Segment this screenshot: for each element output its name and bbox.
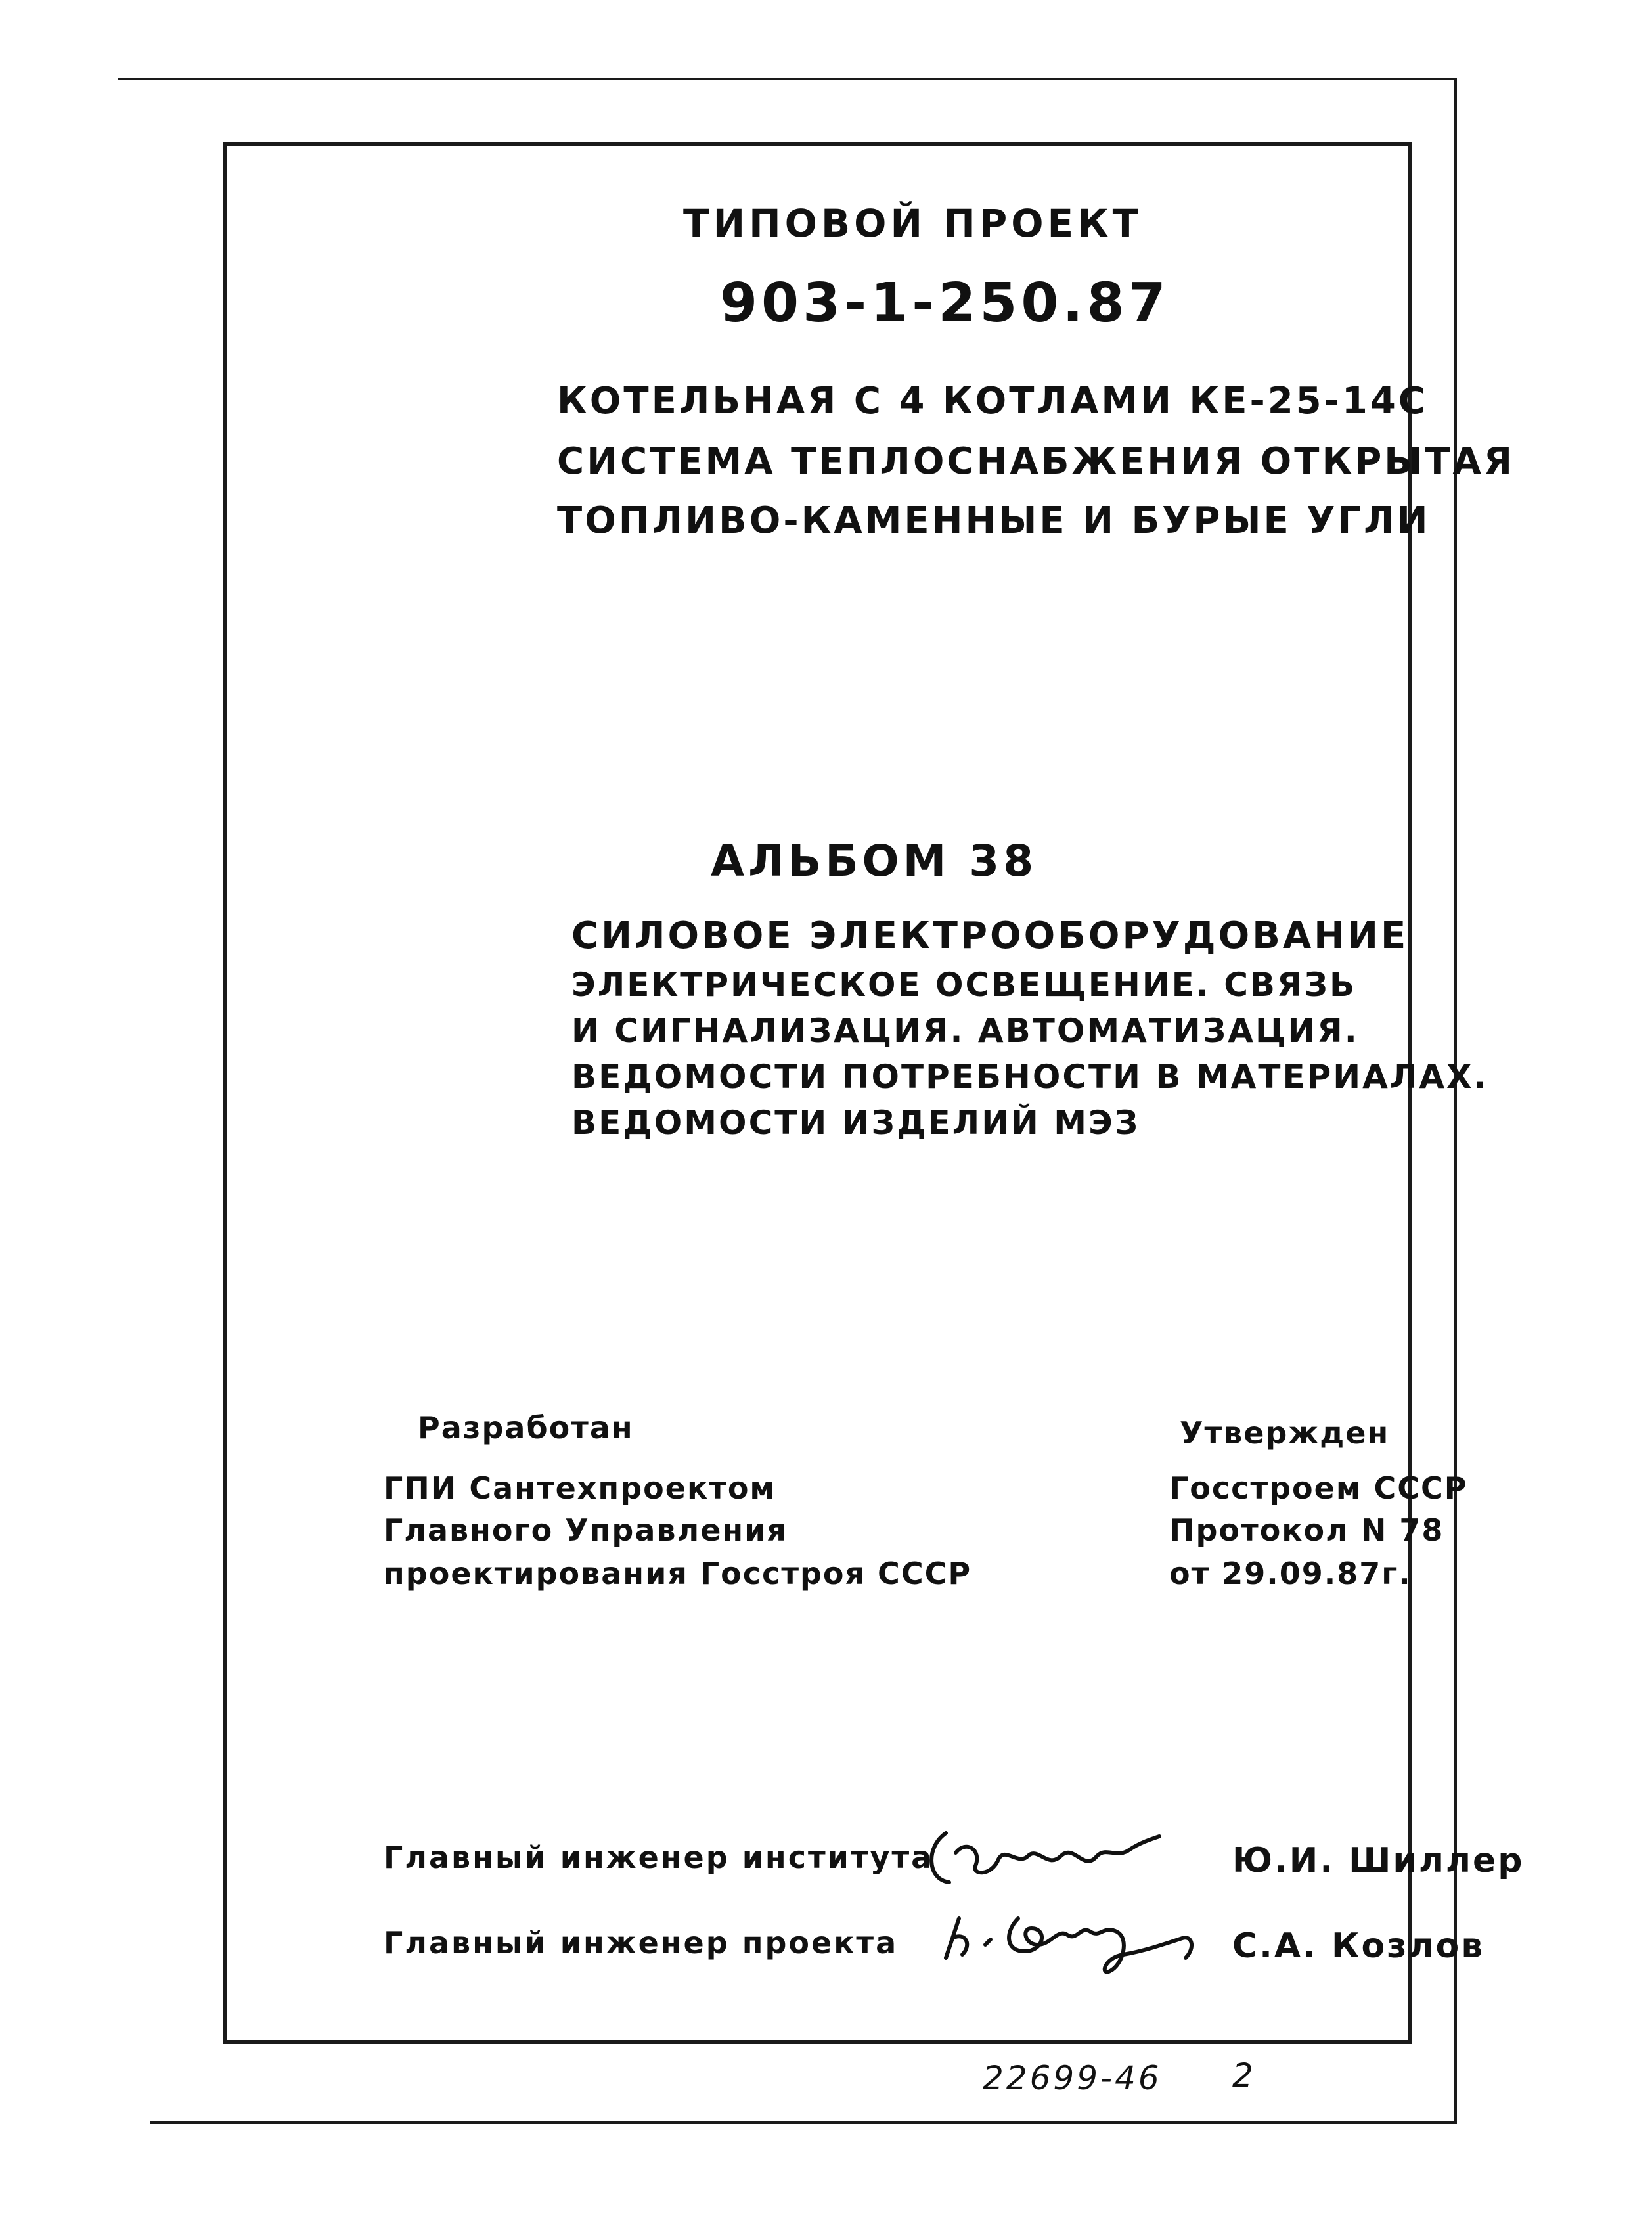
signature-name-2: С.А. Козлов	[1232, 1926, 1485, 1966]
title-line-3: ТОПЛИВО-КАМЕННЫЕ И БУРЫЕ УГЛИ	[557, 499, 1431, 542]
project-type-label: ТИПОВОЙ ПРОЕКТ	[683, 201, 1143, 246]
developed-heading: Разработан	[418, 1410, 634, 1445]
document-number: 22699-46	[983, 2059, 1162, 2097]
handwritten-signature-1	[920, 1820, 1169, 1892]
outer-bottom-border	[150, 2121, 1457, 2124]
page-number: 2	[1232, 2056, 1256, 2095]
album-line-3: И СИГНАЛИЗАЦИЯ. АВТОМАТИЗАЦИЯ.	[571, 1012, 1359, 1050]
album-line-1: СИЛОВОЕ ЭЛЕКТРООБОРУДОВАНИЕ	[571, 915, 1409, 957]
project-code: 903-1-250.87	[720, 272, 1170, 334]
approved-line-2: Протокол N 78	[1169, 1512, 1444, 1548]
signature-role-1: Главный инженер института	[384, 1840, 934, 1875]
approved-line-3: от 29.09.87г.	[1169, 1556, 1412, 1591]
title-line-1: КОТЕЛЬНАЯ С 4 КОТЛАМИ КЕ-25-14С	[557, 380, 1428, 422]
approved-heading: Утвержден	[1180, 1415, 1390, 1451]
outer-top-border	[118, 78, 1457, 80]
outer-right-border	[1454, 78, 1457, 2124]
album-line-5: ВЕДОМОСТИ ИЗДЕЛИЙ МЭЗ	[571, 1104, 1140, 1142]
album-line-2: ЭЛЕКТРИЧЕСКОЕ ОСВЕЩЕНИЕ. СВЯЗЬ	[571, 966, 1357, 1004]
signature-name-1: Ю.И. Шиллер	[1232, 1841, 1525, 1880]
developed-line-1: ГПИ Сантехпроектом	[384, 1470, 776, 1506]
approved-line-1: Госстроем СССР	[1169, 1470, 1468, 1506]
album-line-4: ВЕДОМОСТИ ПОТРЕБНОСТИ В МАТЕРИАЛАХ.	[571, 1058, 1488, 1096]
handwritten-signature-2	[933, 1892, 1222, 1991]
developed-line-3: проектирования Госстроя СССР	[384, 1556, 972, 1591]
album-label: АЛЬБОМ 38	[711, 836, 1038, 886]
signature-role-2: Главный инженер проекта	[384, 1925, 899, 1961]
title-line-2: СИСТЕМА ТЕПЛОСНАБЖЕНИЯ ОТКРЫТАЯ	[557, 440, 1515, 483]
developed-line-2: Главного Управления	[384, 1512, 788, 1548]
